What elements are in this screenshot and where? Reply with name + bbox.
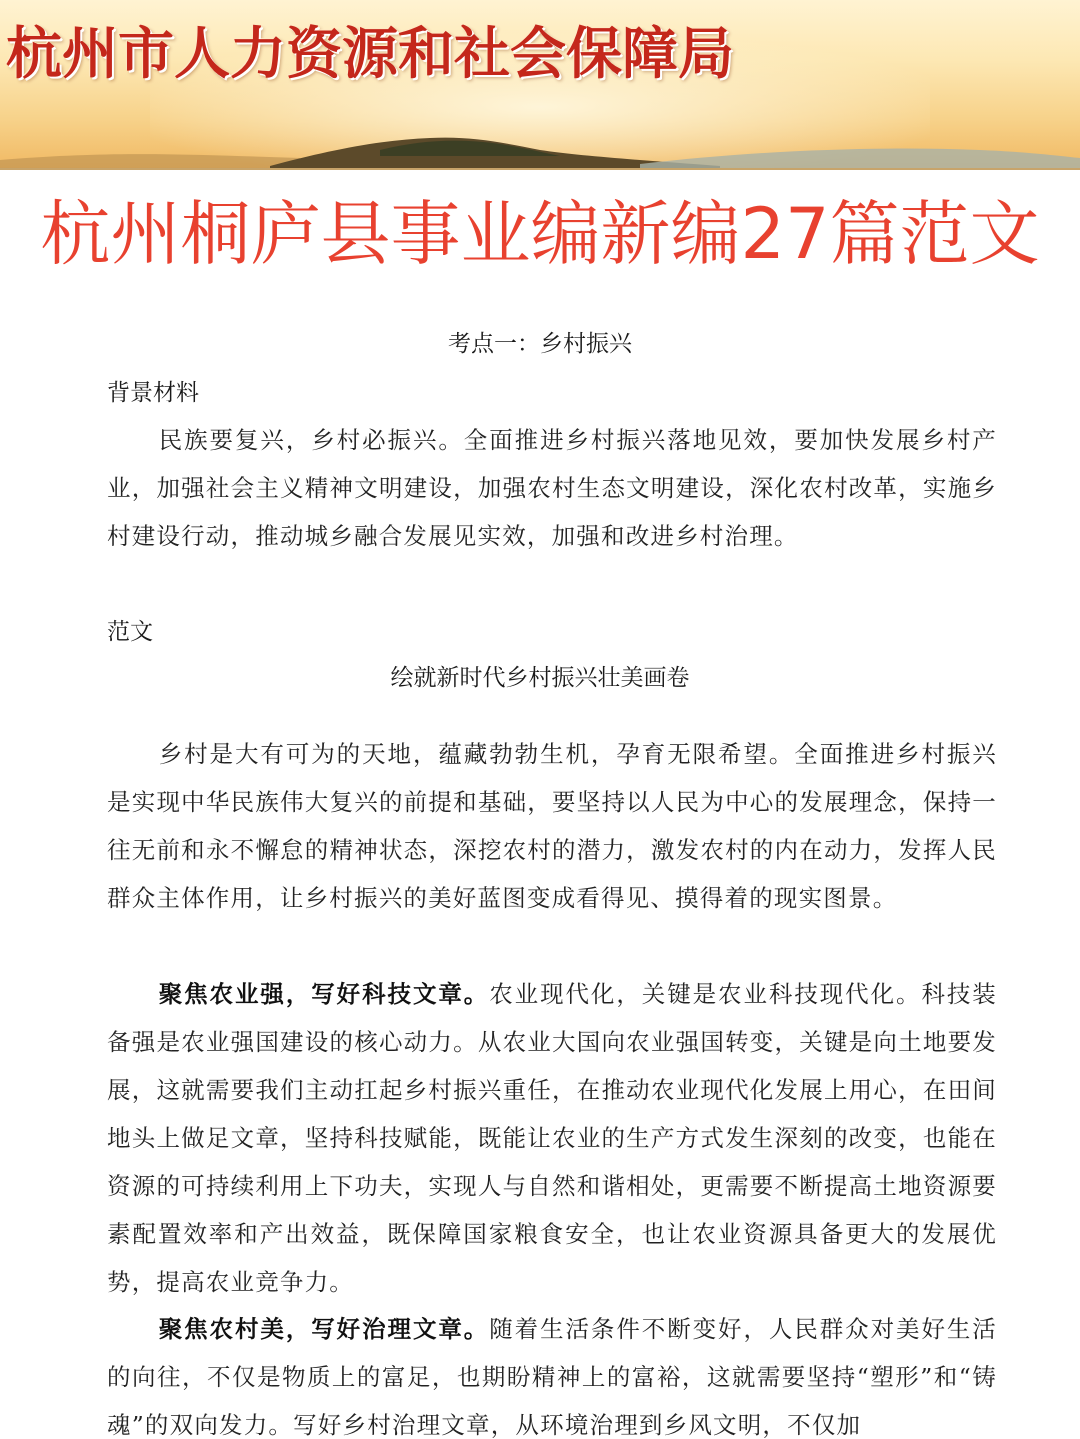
essay-paragraph-technology bbox=[107, 970, 997, 1306]
page-title: 杭州桐庐县事业编新编27篇范文 bbox=[40, 193, 1040, 275]
essay-paragraph-governance bbox=[107, 1305, 997, 1439]
paragraph-text: 随着生活条件不断变好，人民群众对美好生活的向往，不仅是物质上的富足，也期盼精神上的富裕，这就需要坚持“塑形”和“铸魂”的双向发力。写好乡村治理文章，从环境治理到乡风文明，不仅加 bbox=[107, 1315, 997, 1439]
paragraph-lead: 聚焦农业强，写好科技文章。 bbox=[158, 980, 490, 1008]
background-label: 背景材料 bbox=[107, 380, 199, 406]
header-banner bbox=[0, 0, 1080, 170]
paragraph-text: 乡村是大有可为的天地，蕴藏勃勃生机，孕育无限希望。全面推进乡村振兴是实现中华民族伟大复兴的前提和基础，要坚持以人民为中心的发展理念，保持一往无前和永不懈怠的精神状态，深挖农村的潜力，激发农村的内在动力，发挥人民群众主体作用，让乡村振兴的美好蓝图变成看得见、摸得着的现实图景。 bbox=[107, 740, 997, 912]
topic-heading: 考点一：乡村振兴 bbox=[448, 331, 632, 357]
background-paragraph: 民族要复兴，乡村必振兴。全面推进乡村振兴落地见效，要加快发展乡村产业，加强社会主义精神文明建设，加强农村生态文明建设，深化农村改革，实施乡村建设行动，推动城乡融合发展见实效，加强和改进乡村治理。 bbox=[107, 426, 997, 550]
essay-paragraph-intro bbox=[107, 730, 997, 922]
paragraph-lead: 聚焦农村美，写好治理文章。 bbox=[158, 1315, 490, 1343]
agency-name: 杭州市人力资源和社会保障局 bbox=[6, 22, 734, 87]
essay-label: 范文 bbox=[107, 619, 153, 645]
paragraph-text: 农业现代化，关键是农业科技现代化。科技装备强是农业强国建设的核心动力。从农业大国向农业强国转变，关键是向土地要发展，这就需要我们主动扛起乡村振兴重任，在推动农业现代化发展上用心，在田间地头上做足文章，坚持科技赋能，既能让农业的生产方式发生深刻的改变，也能在资源的可持续利用上下功夫，实现人与自然和谐相处，更需要不断提高土地资源要素配置效率和产出效益，既保障国家粮食安全，也让农业资源具备更大的发展优势，提高农业竞争力。 bbox=[107, 980, 997, 1296]
essay-title: 绘就新时代乡村振兴壮美画卷 bbox=[390, 665, 690, 691]
